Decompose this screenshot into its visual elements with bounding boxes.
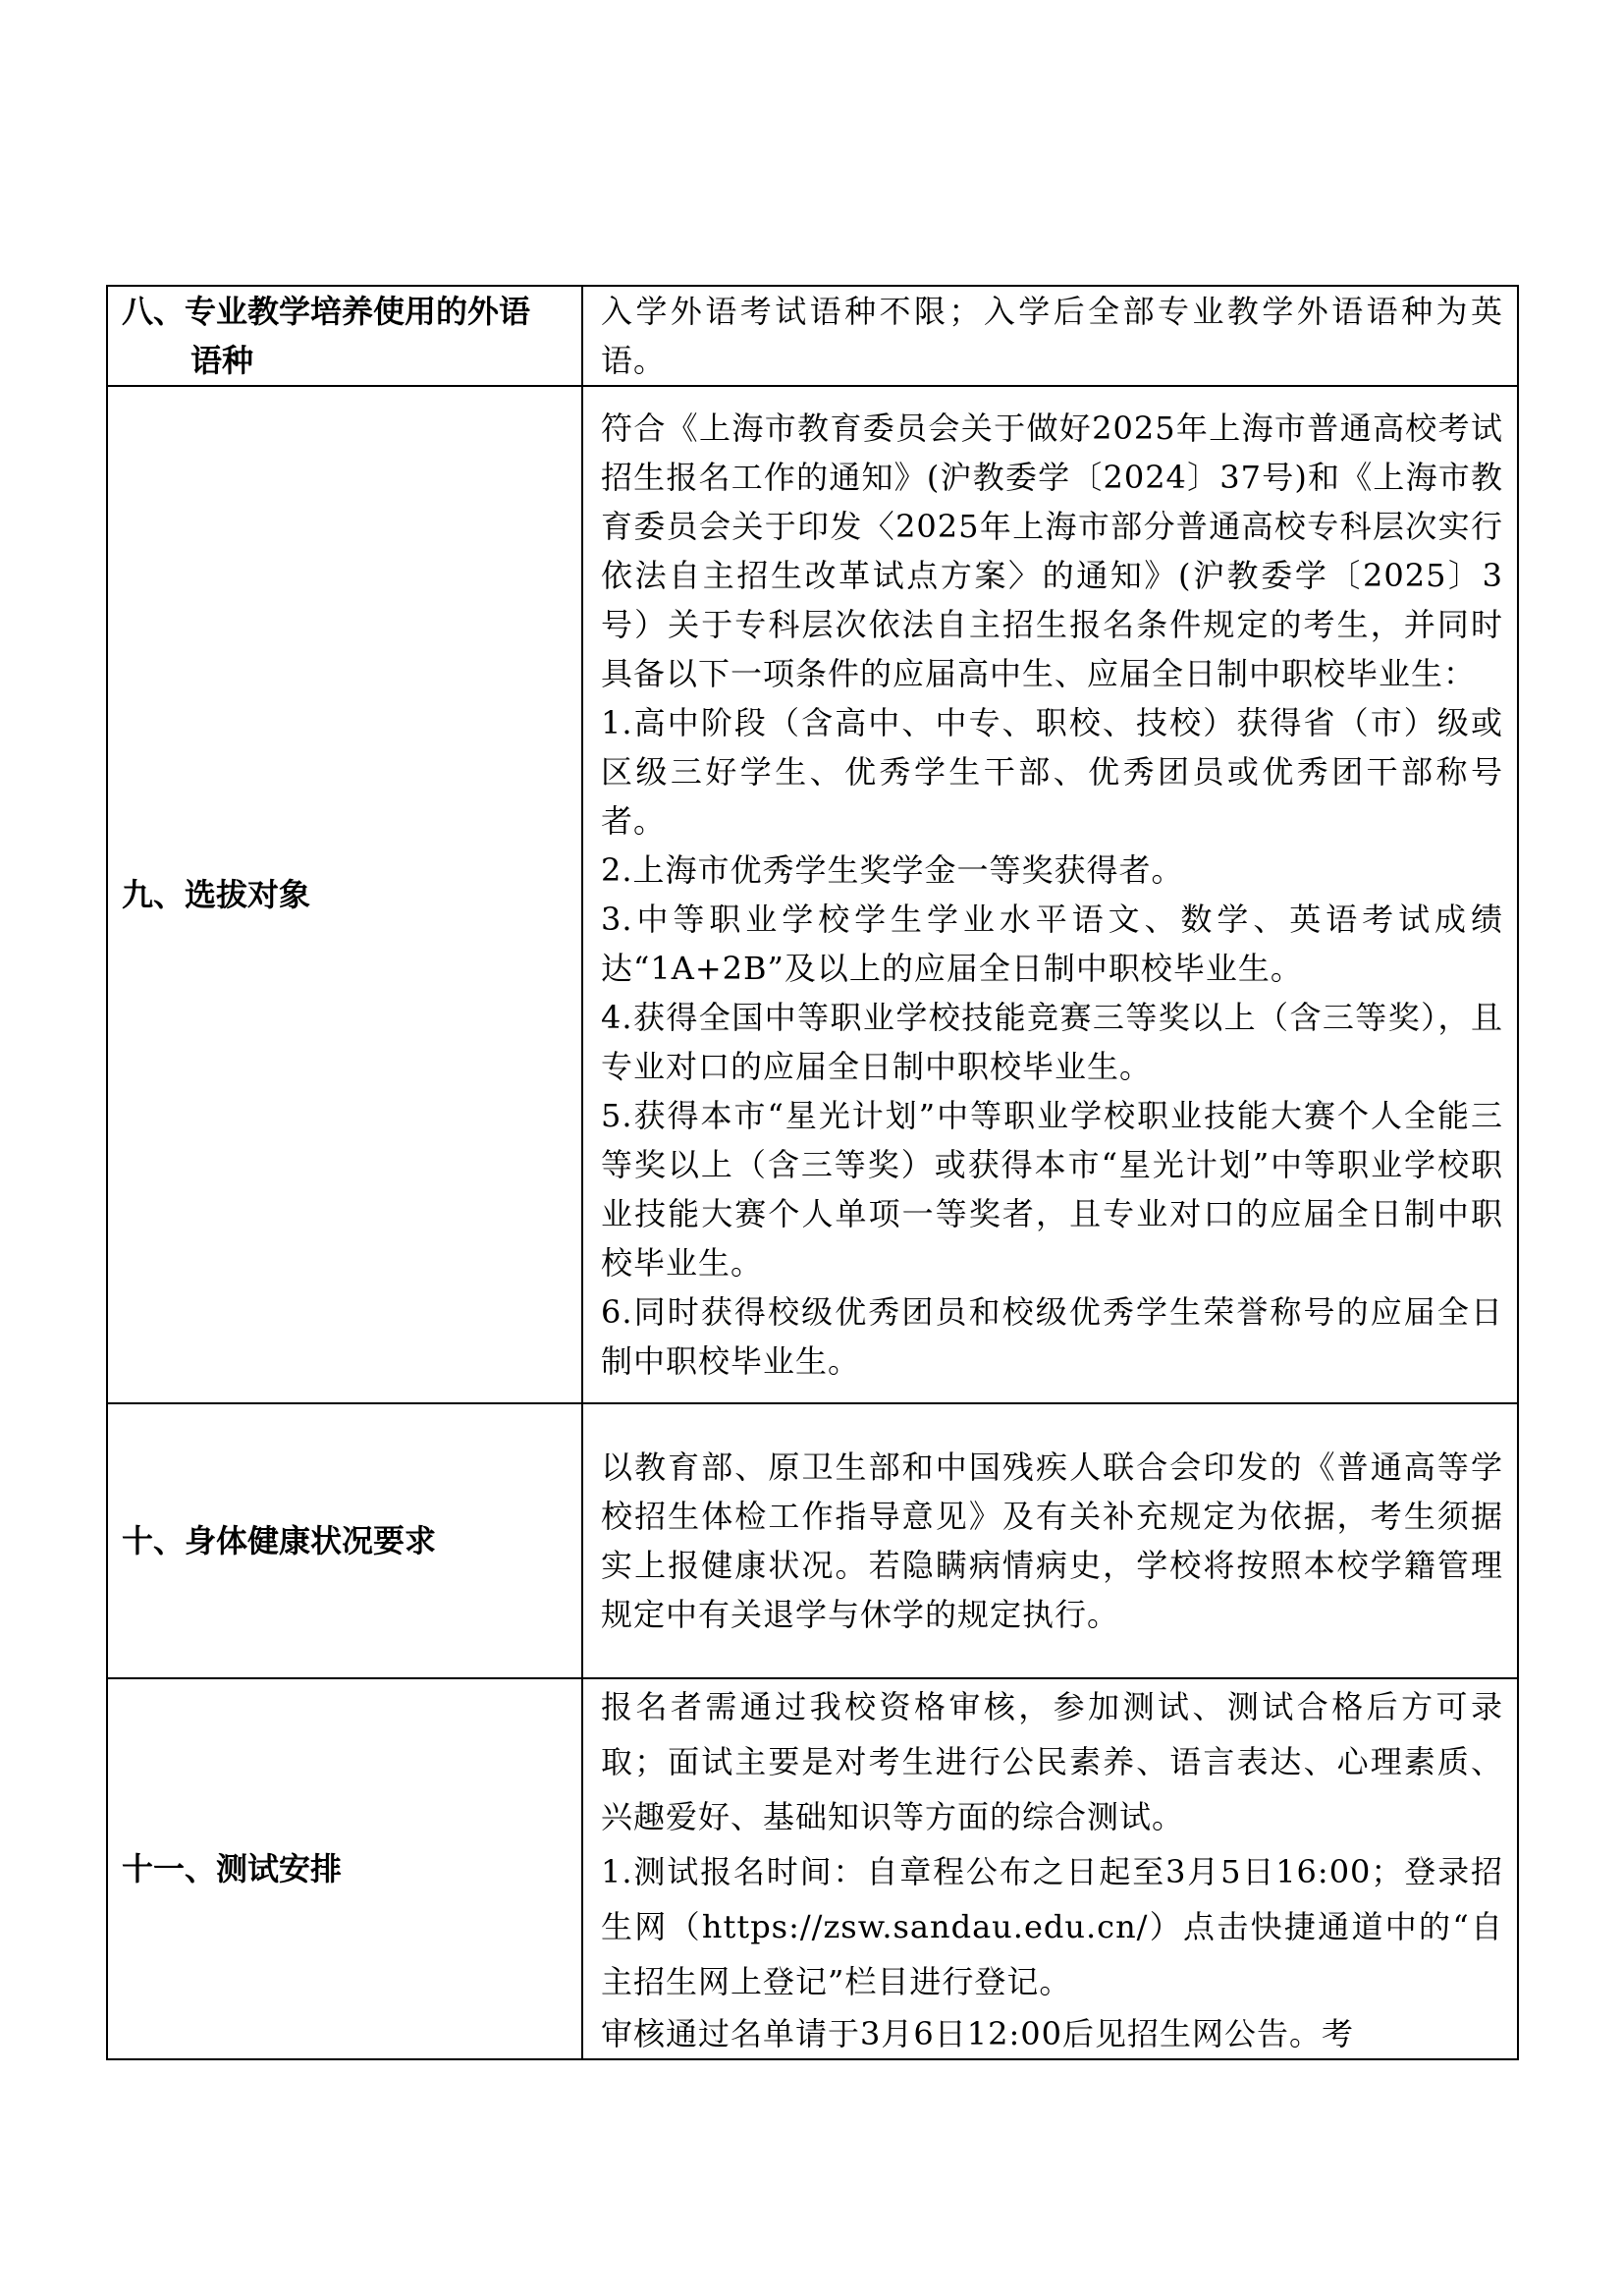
row-content-test-arrangement — [582, 1678, 1518, 2059]
admissions-table — [106, 285, 1519, 2060]
criteria-item-2: 2.上海市优秀学生奖学金一等奖获得者。 — [601, 851, 1184, 889]
row-label-line1: 八、专业教学培养使用的外语 — [122, 293, 531, 330]
criteria-item-4: 4.获得全国中等职业学校技能竞赛三等奖以上（含三等奖），且专业对口的应届全日制中职校毕业生。 — [601, 999, 1503, 1085]
criteria-item-5: 5.获得本市“星光计划”中等职业学校职业技能大赛个人全能三等奖以上（含三等奖）或获得本市“星光计划”中等职业学校职业技能大赛个人单项一等奖者，且专业对口的应届全日制中职校毕业生。 — [601, 1097, 1503, 1282]
row-content-health-requirements — [582, 1403, 1518, 1678]
content-paragraph: 入学外语考试语种不限；入学后全部专业教学外语语种为英语。 — [601, 293, 1503, 379]
content-paragraph: 报名者需通过我校资格审核，参加测试、测试合格后方可录取；面试主要是对考生进行公民素养、语言表达、心理素质、兴趣爱好、基础知识等方面的综合测试。 — [601, 1688, 1503, 1835]
table-row-test-arrangement — [107, 1678, 1518, 2059]
row-label-foreign-language — [107, 286, 582, 386]
table-row-selection-criteria — [107, 386, 1518, 1403]
criteria-item-3: 3.中等职业学校学生学业水平语文、数学、英语考试成绩达“1A+2B”及以上的应届全日制中职校毕业生。 — [601, 901, 1503, 987]
table-row-health-requirements — [107, 1403, 1518, 1678]
table-row-foreign-language — [107, 286, 1518, 386]
row-label-line2: 语种 — [190, 342, 254, 379]
criteria-item-6: 6.同时获得校级优秀团员和校级优秀学生荣誉称号的应届全日制中职校毕业生。 — [601, 1293, 1503, 1380]
row-content-foreign-language — [582, 286, 1518, 386]
row-label-test-arrangement: 十一、测试安排 — [107, 1678, 582, 2059]
row-content-selection-criteria — [582, 386, 1518, 1403]
content-paragraph: 以教育部、原卫生部和中国残疾人联合会印发的《普通高等学校招生体检工作指导意见》及有关补充规定为依据，考生须据实上报健康状况。若隐瞒病情病史，学校将按照本校学籍管理规定中有关退学与休学的规定执行。 — [601, 1449, 1503, 1633]
content-paragraph: 符合《上海市教育委员会关于做好2025年上海市普通高校考试招生报名工作的通知》(沪教委学〔2024〕37号)和《上海市教育委员会关于印发〈2025年上海市部分普通高校专科层次实行依法自主招生改革试点方案〉的通知》(沪教委学〔2025〕3号）关于专科层次依法自主招生报名条件规定的考生，并同时具备以下一项条件的应届高中生、应届全日制中职校毕业生： — [601, 410, 1503, 692]
row-label-health-requirements: 十、身体健康状况要求 — [107, 1403, 582, 1678]
test-item-1: 1.测试报名时间：自章程公布之日起至3月5日16:00；登录招生网（https://zsw.sandau.edu.cn/）点击快捷通道中的“自主招生网上登记”栏目进行登记。 — [601, 1853, 1503, 2000]
criteria-item-1: 1.高中阶段（含高中、中专、职校、技校）获得省（市）级或区级三好学生、优秀学生干部、优秀团员或优秀团干部称号者。 — [601, 704, 1503, 840]
content-paragraph-continued: 审核通过名单请于3月6日12:00后见招生网公告。考 — [601, 2015, 1354, 2052]
row-label-selection-criteria: 九、选拔对象 — [107, 386, 582, 1403]
